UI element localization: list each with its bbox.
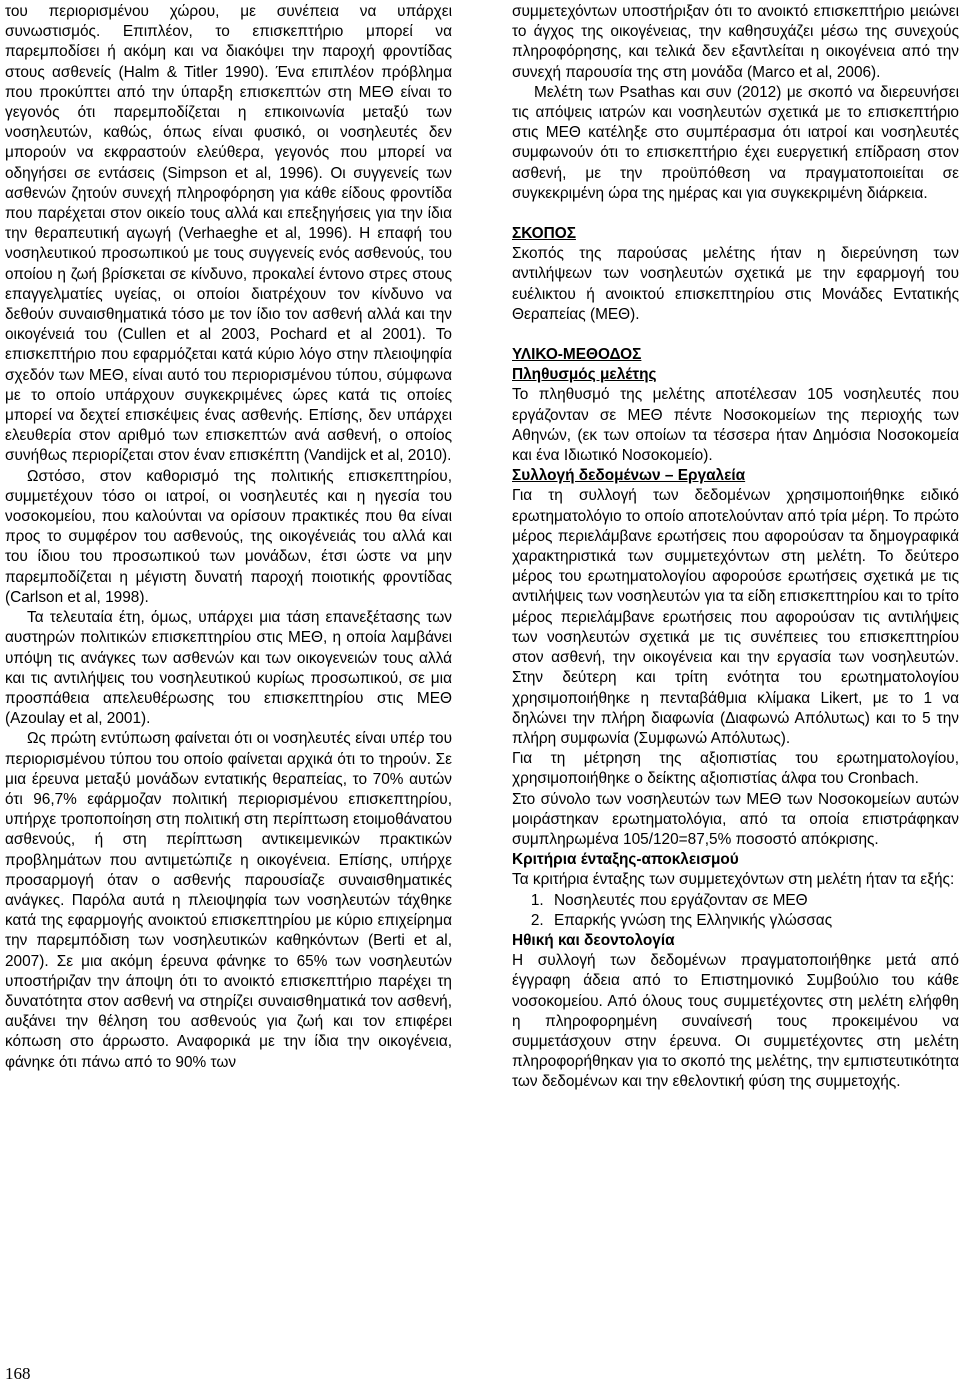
paragraph: συμμετεχόντων υποστήριξαν ότι το ανοικτό επισκεπτήριο μειώνει το άγχος της οικογένειας, την καθησυχάζει μέσω της συνεχούς πληροφόρησης, και τελικά δεν εξαντλείται η οικογένεια από την συνεχή παρουσία της στη μονάδα (Marco et al, 2006). bbox=[512, 3, 959, 81]
list-item: 2. Επαρκής γνώση της Ελληνικής γλώσσας bbox=[548, 911, 959, 931]
collection-text: Για τη συλλογή των δεδομένων χρησιμοποιήθηκε ειδικό ερωτηματολόγιο το οποίο αποτελούνταν από τρία μέρη. Το πρώτο μέρος περιελάμβανε ερωτήσεις που αφορούσαν τα δημογραφικά χαρακτηριστικά των συμμετεχόντων στη μελέτη. Το δεύτερο μέρος του ερωτηματολογίου αφορούσε ερωτήσεις σχετικά με τις αντιλήψεις των νοσηλευτών για τα είδη επισκεπτηρίου και το τρίτο μέρος περιελάμβανε ερωτήσεις που αφορούσαν τις αντιλήψεις των νοσηλευτών σχετικά με τις συνέπειες του επισκεπτηρίου στον ασθενή, την οικογένεια και την εργασία των νοσηλευτών. Στην δεύτερη και τρίτη ενότητα του ερωτηματολογίου χρησιμοποιήθηκε η πενταβάθμια κλίμακα Likert, με το 1 να δηλώνει την πλήρη διαφωνία (Διαφωνώ Απόλυτως) και το 5 την πλήρη συμφωνία (Συμφωνώ Απόλυτως). bbox=[512, 487, 959, 747]
aim-text: Σκοπός της παρούσας μελέτης ήταν η διερεύνηση των αντιλήψεων των νοσηλευτών σχετικά με την εφαρμογή του ευέλικτου ή ανοικτού επισκεπτηρίου στις Μονάδες Εντατικής Θεραπείας (ΜΕΘ). bbox=[512, 245, 959, 323]
paragraph: Μελέτη των Psathas και συν (2012) με σκοπό να διερευνήσει τις απόψεις ιατρών και νοσηλευτών σχετικά με το επισκεπτήριο στις ΜΕΘ κατέληξε στο συμπέρασμα ότι ιατροί και νοσηλευτές συμφωνούν ότι το επισκεπτήριο έχει ευεργετική επίδραση στον ασθενή, με την προϋπόθεση να πραγματοποιείται σε συγκεκριμένη ώρα της ημέρας και για συγκεκριμένη διάρκεια. bbox=[512, 83, 959, 202]
aim-heading: ΣΚΟΠΟΣ bbox=[512, 225, 576, 243]
list-item: 1. Νοσηλευτές που εργάζονταν σε ΜΕΘ bbox=[548, 891, 959, 911]
criteria-text: Τα κριτήρια ένταξης των συμμετεχόντων στη μελέτη ήταν τα εξής: bbox=[512, 871, 955, 889]
paragraph: Ως πρώτη εντύπωση φαίνεται ότι οι νοσηλευτές είναι υπέρ του περιορισμένου τύπου του οποίο φαίνεται αρχικά ότι το τηρούν. Σε μια έρευνα μεταξύ μονάδων εντατικής θεραπείας, το 70% αυτών ότι 96,7% εφάρμοζαν πολιτική περιορισμένου επισκεπτηρίου, υπήρχε τροποποίηση στη πολιτική στη περίπτωση ετοιμοθάνατου ασθενούς, ή στη περίπτωση αντικειμενικών πρακτικών προβλημάτων που αντιμετώπιζε η οικογένεια. Επίσης, υπήρχε προσαρμογή όταν ο ασθενής παρουσίαζε συναισθηματικές ανάγκες. Παρόλα αυτά η πλειοψηφία των νοσηλευτών τάχθηκε κατά της εφαρμογής ανοικτού επισκεπτηρίου με κύριο επιχείρημα την παρεμπόδιση των νοσηλευτικών καθηκόντων (Berti et al, 2007). Σε μια ακόμη έρευνα φάνηκε το 65% των νοσηλευτών υποστήριζαν την άποψη ότι το ανοικτό επισκεπτήριο παρέχει τη δυνατότητα στον ασθενή να στηρίζει συναισθηματικά τον ασθενή, αυξάνει την θέληση του ασθενούς για ζωή και τον επιφέρει κόπωση στο άρρωστο. Αναφορικά με την ίδια την οικογένεια, φάνηκε ότι πάνω από το 90% των bbox=[5, 730, 452, 1071]
population-text: Το πληθυσμό της μελέτης αποτέλεσαν 105 νοσηλευτές που εργάζονταν σε ΜΕΘ πέντε Νοσοκομείων της περιοχής των Αθηνών, (εκ των οποίων τα τέσσερα ήταν Δημόσια Νοσοκομεία και ένα Ιδιωτικό Νοσοκομείο). bbox=[512, 386, 959, 465]
spacer bbox=[512, 325, 959, 345]
criteria-list bbox=[512, 891, 959, 931]
paragraph: Ωστόσο, στον καθορισμό της πολιτικής επισκεπτηρίου, συμμετέχουν τόσο οι ιατροί, οι νοσηλευτές και η ηγεσία του νοσοκομείου, που καλούνται να ορίσουν πρακτικές που θα είναι προς το συμφέρον του ασθενούς, της οικογένειάς του αλλά και του ίδιου του προσωπικού των μονάδων, έτσι ώστε να μην παρεμποδίζεται η μέγιστη δυνατή παροχή ποιοτικής φροντίδας (Carlson et al, 1998). bbox=[5, 467, 452, 606]
paragraph: Τα τελευταία έτη, όμως, υπάρχει μια τάση επανεξέτασης των αυστηρών πολιτικών επισκεπτηρίου στις ΜΕΘ, η οποία λαμβάνει υπόψη τις ανάγκες των ασθενών και των οικογενειών τους αλλά και τις αντιλήψεις του νοσηλευτικού κυρίως προσωπικού, σε μια προσπάθεια απελευθέρωσης του επισκεπτηρίου στις ΜΕΘ (Azoulay et al, 2001). bbox=[5, 609, 452, 728]
page-number: 168 bbox=[5, 1364, 31, 1383]
collection-heading: Συλλογή δεδομένων – Εργαλεία bbox=[512, 467, 746, 485]
collection-text: Στο σύνολο των νοσηλευτών των ΜΕΘ των Νοσοκομείων αυτών μοιράστηκαν ερωτηματολόγια, από τα οποία επιστράφηκαν συμπληρωμένα 105/120=87,5% ποσοστό απόκρισης. bbox=[512, 790, 959, 848]
collection-text: Για τη μέτρηση της αξιοπιστίας του ερωτηματολογίου, χρησιμοποιήθηκε ο δείκτης αξιοπιστίας άλφα του Cronbach. bbox=[512, 750, 959, 788]
paragraph: του περιορισμένου χώρου, με συνέπεια να υπάρχει συνωστισμός. Επιπλέον, το επισκεπτήριο μπορεί να παρεμποδίσει ή ακόμη και να διακόψει την παροχή φροντίδας στους ασθενείς (Halm & Titler 1990). Ένα επιπλέον πρόβλημα που προκύπτει από την ύπαρξη επισκεπτών στη ΜΕΘ είναι το γεγονός ότι παρεμποδίζεται η επικοινωνία μεταξύ των νοσηλευτών, καθώς, όπως είναι φυσικό, οι νοσηλευτές δεν μπορούν να εκφραστούν ελεύθερα, γεγονός που μπορεί να οδηγήσει σε εντάσεις (Simpson et al, 1996). Οι συγγενείς των ασθενών ζητούν συνεχή πληροφόρηση για κάθε είδους φροντίδα που παρέχεται στον οικείο τους αλλά και επεξηγήσεις για την ίδια την θεραπευτική αγωγή (Verhaeghe et al, 1996). Η επαφή του νοσηλευτικού προσωπικού με τους συγγενείς ενός ασθενούς, του οποίου η ζωή βρίσκεται σε κίνδυνο, προκαλεί έντονο στρες στους επαγγελματίες υγείας, οι οποίοι διατρέχουν τον κίνδυνο να δεθούν συναισθηματικά τόσο με τον ίδιο τον ασθενή αλλά και την οικογένειά του (Cullen et al 2003, Pochard et al 2001). Το επισκεπτήριο που εφαρμόζεται κατά κύριο λόγο στην πλειοψηφία σχεδόν των ΜΕΘ, είναι αυτό του περιορισμένου τύπου, σύμφωνα με το οποίο υπάρχουν συγκεκριμένες ώρες κατά τις οποίες μπορεί να δεχτεί επισκέψεις ένας ασθενής. Επίσης, δεν υπάρχει ελευθερία στον αριθμό των επισκεπτών ανά ασθενή, ο οποίος συνήθως περιορίζεται στον έναν επισκέπτη (Vandijck et al, 2010). bbox=[5, 3, 452, 465]
left-column bbox=[5, 2, 452, 1073]
ethics-text: Η συλλογή των δεδομένων πραγματοποιήθηκε μετά από έγγραφη άδεια από το Επιστημονικό Συμβούλιο του κάθε νοσοκομείου. Από όλους τους συμμετέχοντες στη μελέτη ελήφθη η πληροφορημένη συναίνεσή τους προκειμένου να συμμετάσχουν στην έρευνα. Οι συμμετέχοντες στη μελέτη πληροφορήθηκαν για το σκοπό της μελέτης, την εμπιστευτικότητα των δεδομένων και την εθελοντική φύση της συμμετοχής. bbox=[512, 952, 959, 1091]
right-column bbox=[512, 2, 959, 1093]
ethics-heading: Ηθική και δεοντολογία bbox=[512, 931, 675, 949]
spacer bbox=[512, 204, 959, 224]
criteria-heading: Κριτήρια ένταξης-αποκλεισμού bbox=[512, 851, 739, 869]
methods-heading: ΥΛΙΚΟ-ΜΕΘΟΔΟΣ bbox=[512, 346, 642, 364]
population-heading: Πληθυσμός μελέτης bbox=[512, 366, 657, 384]
